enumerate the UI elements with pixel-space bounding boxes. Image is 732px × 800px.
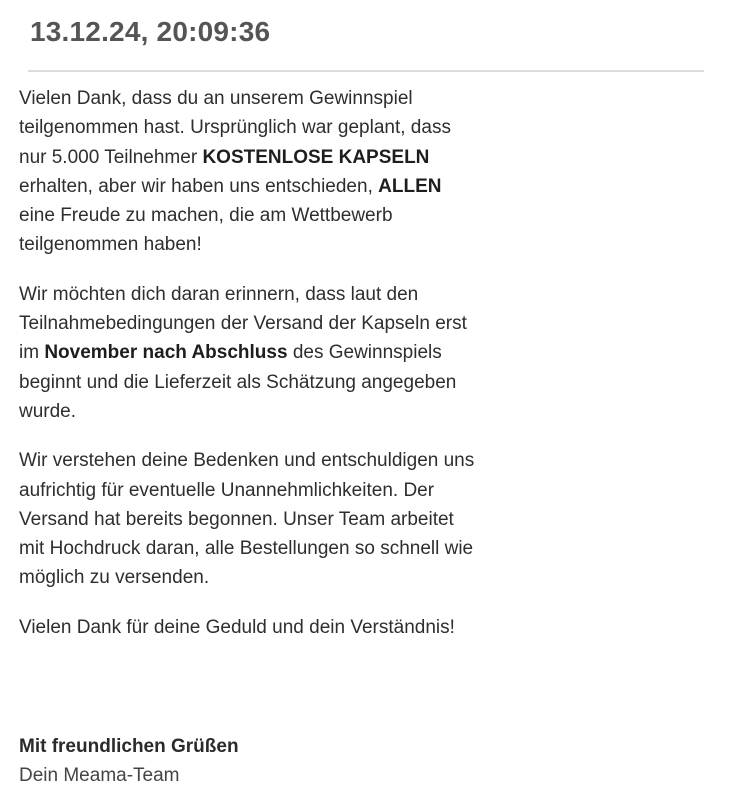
message-body [19, 84, 479, 662]
paragraph-shipping-terms [19, 280, 479, 426]
closing-line: Mit freundlichen Grüßen [19, 736, 239, 757]
paragraph-thanks: Vielen Dank für deine Geduld und dein Verständnis! [19, 616, 455, 638]
paragraph-text: erhalten, aber wir haben uns entschieden, [19, 175, 379, 197]
paragraph-text: des Gewinnspiels beginnt und die Lieferzeit als Schätzung angegeben wurde. [19, 342, 457, 422]
header-divider [28, 70, 704, 72]
paragraph-participation [19, 84, 479, 260]
message-timestamp: 13.12.24, 20:09:36 [30, 16, 271, 47]
paragraph-text: Wir möchten dich daran erinnern, dass laut den Teilnahmebedingungen der Versand der Kapseln erst im [19, 283, 467, 364]
paragraph-apology: Wir verstehen deine Bedenken und entschuldigen uns aufrichtig für eventuelle Unannehmlichkeiten. Der Versand hat bereits begonnen. Unser Team arbeitet mit Hochdruck daran, alle Bestellungen so schnell wie möglich zu versenden. [19, 450, 475, 589]
emphasis-all: ALLEN [378, 175, 442, 197]
emphasis-november: November nach Abschluss [44, 342, 288, 364]
paragraph-text: Vielen Dank, dass du an unserem Gewinnspiel teilgenommen hast. Ursprünglich war geplant, dass nur 5.000 Teilnehmer [19, 88, 451, 168]
message-greeting [19, 732, 479, 791]
emphasis-free-capsules: KOSTENLOSE KAPSELN [202, 146, 430, 168]
paragraph-text: eine Freude zu machen, die am Wettbewerb teilgenommen haben! [19, 205, 393, 256]
signature-line: Dein Meama-Team [19, 765, 180, 787]
